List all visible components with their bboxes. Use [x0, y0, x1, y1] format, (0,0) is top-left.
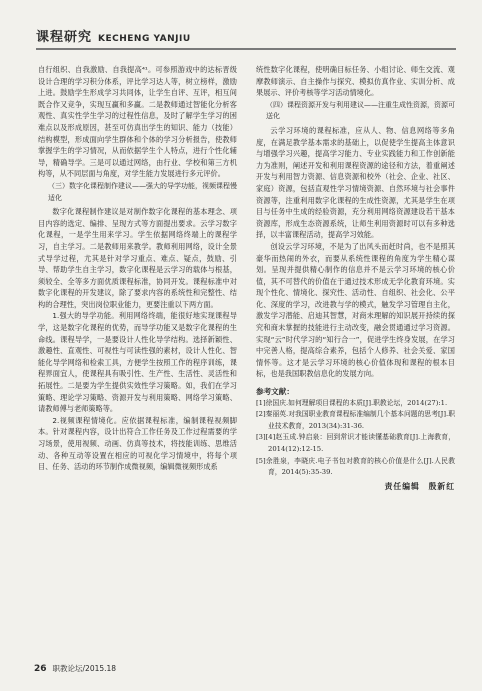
paragraph: 数字化课程制作建议是对制作数字化课程的基本理念、项目内容的选定、编排、呈现方式等方面提出要求。云学习数字化课程，一是学生用来学习。学生依据网络终端上的课程学习，自主学习。二是教师用来教学。教师利用网络，设计全景式导学过程，尤其是针对学习重点、难点、疑点，鼓励、引导、帮助学生自主学习，数字化课程是云学习的载体与根基，须较全、全等多方面优质课程标准，协同开发。课程标准中对数字化课程的开发建议，除了要求内容的系统性和完整性、结构的合理性，突出岗位职业能力，更要注重以下两方面。	[38, 207, 237, 309]
section-title-en: KECHENG YANJIU	[98, 34, 191, 44]
page-number: 26	[34, 664, 47, 674]
section-title-cn: 课程研究	[36, 30, 93, 45]
right-column	[256, 64, 455, 624]
left-column	[38, 64, 237, 624]
references-title: 参考文献：	[256, 387, 294, 397]
paragraph: 统性数字化课程，使明确目标任务、小组讨论、师生交流、观摩教师演示、自主操作与探究、模拟仿真作业、实训分析、成果展示、评价考核等学习活动情境化。	[256, 65, 455, 98]
subheading: （四）课程资源开发与利用建议——注重生成性资源，资源可送化	[266, 100, 455, 121]
paragraph: 1.强大的导学功能。利用网络终端，能很好地实现课程导学，这是数字化课程的优势，而导学功能又是数字化课程的生命线。课程导学，一是要设计人性化导学结构。选择新颖性、激趣性、直观性、可视性与可读性强的素材，设计人性化、智能化导学网络和检索工具，方便学生按照工作的程序训练，课程界面宜人，使课程具有吸引性、生产性、生活性、灵活性和拓展性。二是要为学生提供实效性学习策略。如，我们在学习策略、理论学习策略、资源开发与利用策略、网络学习策略、请教师傅与老师策略等。	[38, 311, 237, 414]
journal-issue: 职教论坛/2015.18	[52, 664, 117, 673]
paragraph: 云学习环境的课程标准，应从人、物、信息网络等多角度，在满足教学基本需求的基础上，以促使学生提高主体意识与增强学习兴趣，提高学习能力、专业实践能力和工作创新能力为准则，阐述开发和利用课程资源的途径和方法，着重阐述开发与利用智力资源、信息资源和校外（社会、企业、社区、家庭）资源，包括直观性学习情境资源、自然环境与社会事件资源等，注重利用数字化课程的生成性资源，尤其是学生在项目与任务中生成的经验资源，充分利用网络资源建设若干基本资源库，形成生态资源系统，让师生利用资源时可以有多种选择，以丰富课程活动，提高学习效能。	[256, 125, 455, 240]
paragraph: 自行组织、自我激励、自我提高⁴¹。可参照游戏中的达标晋级设计合理的学习积分体系，评比学习达人等，树立榜样，激励上进。鼓励学生形成学习共同体，让学生自评、互评，相互间既合作又竞争，实现互赢和多赢。二是教师通过智能化分析客观性、真实性学生学习的过程性信息，及时了解学生学习的困难点以及形成原因，甚至可仿真出学生的知识、能力（技能）结构模型，形成面向学生群体和个体的学习分析报告，使教师掌握学生的学习情况，从而依据学生个人特点，进行个性化辅导，精确导学。三是可以通过网络，由行业、学校和第三方机构等，从不同层面与角度，对学生能力发展进行多元评价。	[38, 65, 237, 179]
header-rule	[36, 48, 456, 50]
paragraph: 2.视频课程情境化。应依据课程标准，编制课程视频脚本。针对课程内容，设计出符合工作任务及工作过程需要的学习场景，使用视频、动画、仿真等技术，将技能训练、思维活动、各种互动等设置在相应的可视化学习情境中，将每个项目、任务、活动的环节制作成微视频，编辑微视频形成系	[38, 415, 237, 472]
reference-item: [2]秦丽英.对我国职业教育课程标准编制几个基本问题的思考[J].职业技术教育，2013(34):31-36.	[256, 410, 455, 430]
subheading: （三）数字化课程制作建议——强大的导学功能，视频课程慢适化	[48, 181, 237, 202]
reference-item: [1]徐国庆.如何理解项目课程的本质[J].职教论坛，2014(27):1.	[256, 398, 448, 407]
running-header	[36, 26, 456, 48]
editor-credit: 责任编辑 殷新红	[384, 481, 455, 491]
paragraph: 创设云学习环境，不是为了出风头而赶时尚，也不是照其豪华而热闹的外衣，而要从系统性课程的角度为学生精心谋划。呈现并提供精心制作的信息并不是云学习环境的核心价值，其不可替代的价值在于通过技术形成无学化教育环境。实现个性化、情境化、探究性、活动性、自组织、社会化、公平化、深度的学习，改进教与学的模式，触发学习管理自主化，激发学习潜能、启迪其智慧，对商未理解的知识展开持续的探究和商未掌握的技能进行主动改变，融会贯通通过学习资源。实现“云”时代学习的“知行合一”，促进学生终身发展，在学习中完善人格，提高综合素养，包括个人修养、社会关爱、家国情怀等。这才是云学习环境的核心价值体现和课程的根本目标，也是我国职教信息化的发展方向。	[256, 241, 455, 379]
page-footer	[34, 663, 234, 674]
reference-item: [5]余胜泉，李晓庆.电子书包对教育的核心价值是什么[J].人民教育，2014(5):35-39.	[256, 456, 455, 477]
reference-item: [3][4]赵玉成.钟启泉：回到常识才能读懂基础教育[J].上海教育，2014(12):12-15.	[256, 433, 455, 453]
